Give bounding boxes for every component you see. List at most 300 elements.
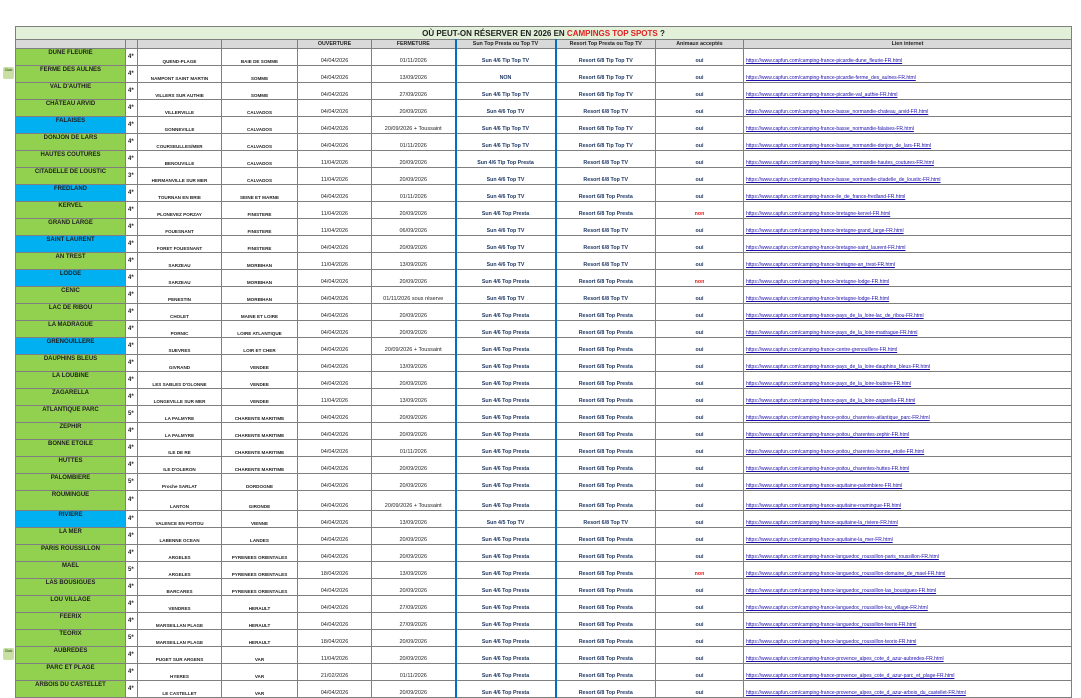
website-link[interactable] [744, 579, 1072, 596]
sun-offer-text: Sun 4/6 Top Presta [481, 364, 530, 370]
stars-cell [126, 202, 138, 219]
closing-date-text: 01/11/2026 [399, 673, 427, 679]
town-cell-text: ARGELES [168, 555, 191, 560]
website-link-text[interactable]: https://www.capfun.com/camping-france-aquitaine-la_riviere-FR.html [746, 520, 898, 526]
sun-offer-text: Sun 4/6 Top TV [486, 109, 525, 115]
camping-name-text: HAUTES COUTURES [40, 152, 101, 158]
stars-cell [126, 151, 138, 168]
closing-date [372, 83, 456, 100]
website-link-text[interactable]: https://www.capfun.com/camping-france-languedoc_roussillon-domaine_de_mael-FR.html [746, 571, 946, 577]
website-link-text[interactable]: https://www.capfun.com/camping-france-centre-grenouillere-FR.html [746, 347, 898, 353]
town-cell-text: MARSEILLAN PLAGE [155, 623, 204, 628]
website-link[interactable] [744, 596, 1072, 613]
closing-date [372, 100, 456, 117]
website-link-text[interactable]: https://www.capfun.com/camping-france-ile_de_france-fredland-FR.html [746, 194, 906, 200]
town-cell [138, 389, 222, 406]
stars-cell-text: 4* [128, 325, 134, 332]
website-link[interactable] [744, 219, 1072, 236]
stars-cell [126, 219, 138, 236]
closing-date [372, 355, 456, 372]
town-cell [138, 338, 222, 355]
title-suffix: ? [657, 28, 665, 38]
opening-date-text: 04/04/2026 [320, 143, 349, 149]
stars-cell-text: 5* [128, 566, 134, 573]
sheet-title [16, 27, 1072, 40]
website-link-text[interactable]: https://www.capfun.com/camping-france-bretagne-kervel-FR.html [746, 211, 891, 217]
closing-date [372, 372, 456, 389]
animals-accepted-text: oui [695, 347, 704, 353]
website-link-text[interactable]: https://www.capfun.com/camping-france-pays_de_la_loire-zagarella-FR.html [746, 398, 916, 404]
resort-offer-text: Resort 6/8 Top Presta [578, 364, 633, 370]
department-cell [222, 83, 298, 100]
website-link[interactable] [744, 562, 1072, 579]
resort-offer [556, 100, 656, 117]
website-link[interactable] [744, 202, 1072, 219]
sun-offer [456, 423, 556, 440]
website-link[interactable] [744, 168, 1072, 185]
town-cell [138, 185, 222, 202]
opening-date [298, 270, 372, 287]
website-link-text[interactable]: https://www.capfun.com/camping-france-basse_normandie-citadelle_de_loustic-FR.html [746, 177, 941, 183]
stars-cell-text: 3* [128, 172, 134, 179]
animals-accepted [656, 355, 744, 372]
camping-name [16, 457, 126, 474]
website-link[interactable] [744, 491, 1072, 511]
camping-name-text: PARIS ROUSSILLON [41, 546, 100, 552]
website-link[interactable] [744, 511, 1072, 528]
website-link[interactable] [744, 647, 1072, 664]
animals-accepted [656, 440, 744, 457]
stars-cell [126, 49, 138, 66]
opening-date [298, 236, 372, 253]
animals-accepted-text: oui [695, 160, 704, 166]
department-cell [222, 134, 298, 151]
table-row [16, 185, 1072, 202]
website-link-text[interactable]: https://www.capfun.com/camping-france-poitou_charentes-huttes-FR.html [746, 466, 910, 472]
resort-offer-text: Resort 6/8 Top Presta [578, 313, 633, 319]
resort-offer-text: Resort 6/8 Top Presta [578, 483, 633, 489]
department-cell [222, 406, 298, 423]
camping-name [16, 511, 126, 528]
stars-cell-text: 4* [128, 240, 134, 247]
table-row [16, 83, 1072, 100]
stars-cell [126, 664, 138, 681]
website-link[interactable] [744, 83, 1072, 100]
camping-name-text: LA LOUBINE [52, 373, 89, 379]
resort-offer-text: Resort 6/8 Top Presta [578, 449, 633, 455]
website-link[interactable] [744, 423, 1072, 440]
website-link-text[interactable]: https://www.capfun.com/camping-france-languedoc_roussillon-lou_village-FR.html [746, 605, 928, 611]
website-link-text[interactable]: https://www.capfun.com/camping-france-poitou_charentes-zephir-FR.html [746, 432, 910, 438]
sun-offer [456, 647, 556, 664]
town-cell-text: LA PALMYRE [164, 433, 195, 438]
closing-date-text: 13/09/2026 [399, 571, 428, 577]
website-link-text[interactable]: https://www.capfun.com/camping-france-poitou_charentes-bonne_etoile-FR.html [746, 449, 925, 455]
opening-date-text: 04/04/2026 [320, 588, 349, 594]
website-link-text[interactable]: https://www.capfun.com/camping-france-poitou_charentes-atlantique_parc-FR.html [746, 415, 930, 421]
town-cell-text: CHOLET [170, 314, 189, 319]
website-link[interactable] [744, 528, 1072, 545]
opening-date-text: 18/04/2026 [320, 639, 349, 645]
animals-accepted-text: oui [695, 449, 704, 455]
website-link-text[interactable]: https://www.capfun.com/camping-france-languedoc_roussillon-paris_roussillon-FR.html [746, 554, 939, 560]
camping-name [16, 304, 126, 321]
website-link-text[interactable]: https://www.capfun.com/camping-france-picardie-ferme_des_aulnes-FR.html [746, 75, 916, 81]
opening-date-text: 04/04/2026 [320, 415, 349, 421]
website-link-text[interactable]: https://www.capfun.com/camping-france-languedoc_roussillon-las_bousigues-FR.html [746, 588, 937, 594]
sun-offer [456, 253, 556, 270]
animals-accepted-text: oui [695, 58, 704, 64]
animals-accepted-text: oui [695, 639, 704, 645]
town-cell-text: VILLERS SUR AUTHIE [155, 93, 204, 98]
town-cell [138, 253, 222, 270]
animals-accepted-text: non [694, 211, 705, 217]
animals-accepted [656, 630, 744, 647]
sun-offer-text: Sun 4/6 Top Presta [481, 639, 530, 645]
table-row [16, 236, 1072, 253]
website-link-text[interactable]: https://www.capfun.com/camping-france-bretagne-grand_large-FR.html [746, 228, 904, 234]
website-link[interactable] [744, 457, 1072, 474]
website-link[interactable] [744, 440, 1072, 457]
resort-offer-text: Resort 6/8 Top TV [583, 296, 629, 302]
stars-cell [126, 168, 138, 185]
resort-offer [556, 372, 656, 389]
website-link-text[interactable]: https://www.capfun.com/camping-france-provence_alpes_cote_d_azur-aubredes-FR.html [746, 656, 944, 662]
department-cell-text: PYRENEES ORIENTALES [231, 572, 288, 577]
animals-accepted [656, 134, 744, 151]
website-link[interactable] [744, 474, 1072, 491]
opening-date [298, 440, 372, 457]
town-cell [138, 117, 222, 134]
sun-offer-text: Sun 4/6 Top Presta [481, 656, 530, 662]
website-link[interactable] [744, 49, 1072, 66]
opening-date [298, 474, 372, 491]
sun-offer-text: Sun 4/6 Top Presta [481, 347, 530, 353]
town-cell-text: PLONEVEZ PORZAY [157, 212, 202, 217]
sun-offer-text: Sun 4/6 Top Presta [481, 211, 530, 217]
resort-offer [556, 681, 656, 698]
table-row [16, 151, 1072, 168]
animals-accepted-text: oui [695, 415, 704, 421]
website-link[interactable] [744, 630, 1072, 647]
opening-date [298, 134, 372, 151]
opening-date [298, 613, 372, 630]
website-link[interactable] [744, 253, 1072, 270]
stars-cell-text: 4* [128, 155, 134, 162]
website-link-text[interactable]: https://www.capfun.com/camping-france-languedoc_roussillon-feerix-FR.html [746, 622, 917, 628]
closing-date [372, 253, 456, 270]
opening-date-text: 04/04/2026 [320, 449, 349, 455]
closing-date [372, 134, 456, 151]
sun-offer-text: Sun 4/6 Top Presta [481, 588, 530, 594]
stars-cell-text: 4* [128, 515, 134, 522]
camping-name [16, 389, 126, 406]
website-link[interactable] [744, 664, 1072, 681]
closing-date [372, 202, 456, 219]
opening-date-text: 04/04/2026 [320, 296, 349, 302]
website-link-text[interactable]: https://www.capfun.com/camping-france-basse_normandie-falaises-FR.html [746, 126, 914, 132]
camping-name-text: FREDLAND [54, 186, 87, 192]
camping-name [16, 664, 126, 681]
camping-name [16, 270, 126, 287]
department-cell-text: CALVADOS [246, 127, 273, 132]
website-link[interactable] [744, 304, 1072, 321]
camping-name [16, 100, 126, 117]
sun-offer-text: Sun 4/6 Top Presta [481, 313, 530, 319]
department-cell-text: VENDEE [250, 399, 269, 404]
website-link[interactable] [744, 321, 1072, 338]
table-row [16, 372, 1072, 389]
camping-name-text: ZEPHIR [59, 424, 82, 430]
website-link[interactable] [744, 287, 1072, 304]
department-cell-text: VAR [254, 674, 265, 679]
sun-offer-text: Sun 4/6 Top Presta [481, 622, 530, 628]
website-link-text[interactable]: https://www.capfun.com/camping-france-basse_normandie-chateau_arvid-FR.html [746, 109, 929, 115]
department-cell [222, 321, 298, 338]
resort-offer-text: Resort 6/8 Top Presta [578, 347, 633, 353]
stars-cell [126, 579, 138, 596]
closing-date [372, 613, 456, 630]
website-link[interactable] [744, 236, 1072, 253]
resort-offer [556, 545, 656, 562]
website-link-text[interactable]: https://www.capfun.com/camping-france-languedoc_roussillon-teorix-FR.html [746, 639, 917, 645]
closing-date [372, 664, 456, 681]
resort-offer [556, 287, 656, 304]
department-cell-text: CALVADOS [246, 161, 273, 166]
website-link-text[interactable]: https://www.capfun.com/camping-france-basse_normandie-donjon_de_lars-FR.html [746, 143, 932, 149]
department-cell [222, 66, 298, 83]
website-link-text[interactable]: https://www.capfun.com/camping-france-provence_alpes_cote_d_azur-parc_et_plage-FR.html [746, 673, 955, 679]
sun-offer-text: Sun 4/6 Top Presta [481, 432, 530, 438]
camping-name [16, 562, 126, 579]
stars-cell [126, 474, 138, 491]
table-row [16, 511, 1072, 528]
department-cell [222, 528, 298, 545]
website-link[interactable] [744, 185, 1072, 202]
department-cell-text: FINISTERE [247, 212, 272, 217]
website-link-text[interactable]: https://www.capfun.com/camping-france-provence_alpes_cote_d_azur-arbois_du_castellet-FR.html [746, 690, 966, 696]
website-link[interactable] [744, 389, 1072, 406]
closing-date [372, 389, 456, 406]
department-cell-text: LOIRE ATLANTIQUE [237, 331, 282, 336]
department-cell-text: LOIR ET CHER [243, 348, 276, 353]
department-cell-text: DORDOGNE [245, 484, 274, 489]
resort-offer [556, 117, 656, 134]
department-cell-text: VIENNE [250, 521, 269, 526]
opening-date [298, 423, 372, 440]
town-cell-text: VENDRES [168, 606, 191, 611]
stars-cell [126, 66, 138, 83]
camping-name-text: MAEL [62, 563, 79, 569]
website-link-text[interactable]: https://www.capfun.com/camping-france-aquitaine-roumingue-FR.html [746, 503, 902, 509]
table-row [16, 168, 1072, 185]
stars-cell-text: 4* [128, 583, 134, 590]
website-link-text[interactable]: https://www.capfun.com/camping-france-aquitaine-palombiere-FR.html [746, 483, 903, 489]
website-link[interactable] [744, 355, 1072, 372]
closing-date-text: 20/09/2026 [399, 537, 428, 543]
town-cell [138, 236, 222, 253]
website-link-text[interactable]: https://www.capfun.com/camping-france-bretagne-lodge-FR.html [746, 296, 890, 302]
town-cell [138, 457, 222, 474]
department-cell [222, 389, 298, 406]
resort-offer [556, 630, 656, 647]
resort-offer [556, 647, 656, 664]
website-link-text[interactable]: https://www.capfun.com/camping-france-bretagne-saint_laurent-FR.html [746, 245, 906, 251]
closing-date [372, 440, 456, 457]
closing-date-text: 20/09/2026 + Toussaint [384, 503, 442, 509]
town-cell [138, 355, 222, 372]
animals-accepted-text: oui [695, 432, 704, 438]
website-link[interactable] [744, 681, 1072, 698]
website-link-text[interactable]: https://www.capfun.com/camping-france-aquitaine-la_mer-FR.html [746, 537, 893, 543]
animals-accepted-text: oui [695, 143, 704, 149]
town-cell [138, 270, 222, 287]
stars-cell-text: 4* [128, 651, 134, 658]
animals-accepted [656, 236, 744, 253]
camping-name [16, 321, 126, 338]
resort-offer [556, 236, 656, 253]
closing-date-text: 27/09/2026 [399, 622, 428, 628]
header-resort: Resort Top Presta ou Top TV [556, 40, 656, 49]
closing-date [372, 681, 456, 698]
closing-date [372, 49, 456, 66]
stars-cell-text: 5* [128, 478, 134, 485]
stars-cell [126, 406, 138, 423]
stars-cell-text: 4* [128, 206, 134, 213]
sun-offer [456, 613, 556, 630]
department-cell-text: FINISTERE [247, 246, 272, 251]
website-link[interactable] [744, 406, 1072, 423]
opening-date [298, 406, 372, 423]
sun-offer [456, 440, 556, 457]
sun-offer-text: Sun 4/6 Top Presta [481, 554, 530, 560]
closing-date [372, 562, 456, 579]
resort-offer [556, 270, 656, 287]
opening-date-text: 04/04/2026 [320, 364, 349, 370]
website-link[interactable] [744, 134, 1072, 151]
website-link-text[interactable]: https://www.capfun.com/camping-france-pays_de_la_loire-madrague-FR.html [746, 330, 918, 336]
animals-accepted-text: oui [695, 313, 704, 319]
stars-cell [126, 545, 138, 562]
stars-cell [126, 236, 138, 253]
stars-cell [126, 134, 138, 151]
closing-date-text: 20/09/2026 [399, 639, 428, 645]
resort-offer-text: Resort 6/8 Top Presta [578, 381, 633, 387]
website-link[interactable] [744, 117, 1072, 134]
stars-cell-text: 4* [128, 274, 134, 281]
department-cell-text: MORBIHAN [246, 280, 273, 285]
stars-cell-text: 4* [128, 342, 134, 349]
website-link-text[interactable]: https://www.capfun.com/camping-france-pays_de_la_loire-loubine-FR.html [746, 381, 912, 387]
town-cell [138, 406, 222, 423]
animals-accepted [656, 528, 744, 545]
town-cell [138, 613, 222, 630]
sun-offer-text: Sun 4/6 Top Presta [481, 605, 530, 611]
website-link[interactable] [744, 100, 1072, 117]
opening-date [298, 681, 372, 698]
town-cell-text: FORET FOUESNANT [156, 246, 203, 251]
camping-name-text: LOU VILLAGE [50, 597, 91, 603]
website-link[interactable] [744, 270, 1072, 287]
spreadsheet [4, 26, 1071, 698]
resort-offer [556, 49, 656, 66]
camping-name-text: FERME DES AULNES [39, 67, 102, 73]
animals-accepted-text: oui [695, 520, 704, 526]
opening-date [298, 304, 372, 321]
camping-name [4, 66, 126, 83]
town-cell [138, 372, 222, 389]
town-cell-text: SARZEAU [168, 280, 191, 285]
town-cell [138, 202, 222, 219]
camping-name-text: GRAND LARGE [48, 220, 93, 226]
website-link-text[interactable]: https://www.capfun.com/camping-france-basse_normandie-hautes_coutures-FR.html [746, 160, 934, 166]
department-cell-text: MORBIHAN [246, 263, 273, 268]
department-cell [222, 457, 298, 474]
website-link-text[interactable]: https://www.capfun.com/camping-france-picardie-dune_fleurie-FR.html [746, 58, 903, 64]
stars-cell-text: 4* [128, 189, 134, 196]
website-link[interactable] [744, 151, 1072, 168]
opening-date [298, 321, 372, 338]
table-row [16, 321, 1072, 338]
website-link-text[interactable]: https://www.capfun.com/camping-france-pays_de_la_loire-dauphins_bleus-FR.html [746, 364, 930, 370]
opening-date-text: 11/04/2026 [320, 177, 349, 183]
closing-date [372, 528, 456, 545]
opening-date-text: 04/04/2026 [320, 605, 349, 611]
opening-date [298, 338, 372, 355]
website-link-text[interactable]: https://www.capfun.com/camping-france-bretagne-lodge-FR.html [746, 279, 890, 285]
stars-cell [126, 185, 138, 202]
stars-cell-text: 4* [128, 444, 134, 451]
sun-offer [456, 491, 556, 511]
town-cell-text: LANTON [169, 504, 190, 509]
animals-accepted-text: oui [695, 228, 704, 234]
closing-date-text: 13/09/2026 [399, 75, 428, 81]
website-link-text[interactable]: https://www.capfun.com/camping-france-pays_de_la_loire-lac_de_ribou-FR.html [746, 313, 924, 319]
camping-name [16, 134, 126, 151]
table-row [16, 389, 1072, 406]
website-link[interactable] [744, 613, 1072, 630]
opening-date-text: 11/04/2026 [320, 398, 349, 404]
website-link-text[interactable]: https://www.capfun.com/camping-france-picardie-val_authie-FR.html [746, 92, 898, 98]
department-cell [222, 681, 298, 698]
closing-date-text: 20/09/2026 [399, 160, 428, 166]
sun-offer-text: Sun 4/6 Top Presta [481, 398, 530, 404]
website-link[interactable] [744, 372, 1072, 389]
resort-offer-text: Resort 6/8 Top TV [583, 109, 629, 115]
website-link[interactable] [744, 66, 1072, 83]
website-link-text[interactable]: https://www.capfun.com/camping-france-bretagne-an_trest-FR.html [746, 262, 895, 268]
town-cell-text: GONNEVILLE [164, 127, 195, 132]
department-cell-text: HERAULT [248, 640, 271, 645]
closing-date-text: 20/09/2026 [399, 656, 428, 662]
camping-name [16, 681, 126, 698]
opening-date-text: 04/04/2026 [320, 381, 349, 387]
website-link[interactable] [744, 338, 1072, 355]
animals-accepted [656, 491, 744, 511]
town-cell-text: GIVRAND [168, 365, 191, 370]
sun-offer-text: Sun 4/6 Top Presta [481, 330, 530, 336]
opening-date [298, 389, 372, 406]
table-row [16, 270, 1072, 287]
town-cell-text: LE CASTELLET [162, 691, 197, 696]
stars-cell-text: 4* [128, 685, 134, 692]
opening-date [298, 202, 372, 219]
website-link[interactable] [744, 545, 1072, 562]
resort-offer-text: Resort 6/8 Top Presta [578, 432, 633, 438]
stars-cell-text: 4* [128, 121, 134, 128]
stars-cell-text: 4* [128, 497, 134, 503]
closing-date [372, 66, 456, 83]
